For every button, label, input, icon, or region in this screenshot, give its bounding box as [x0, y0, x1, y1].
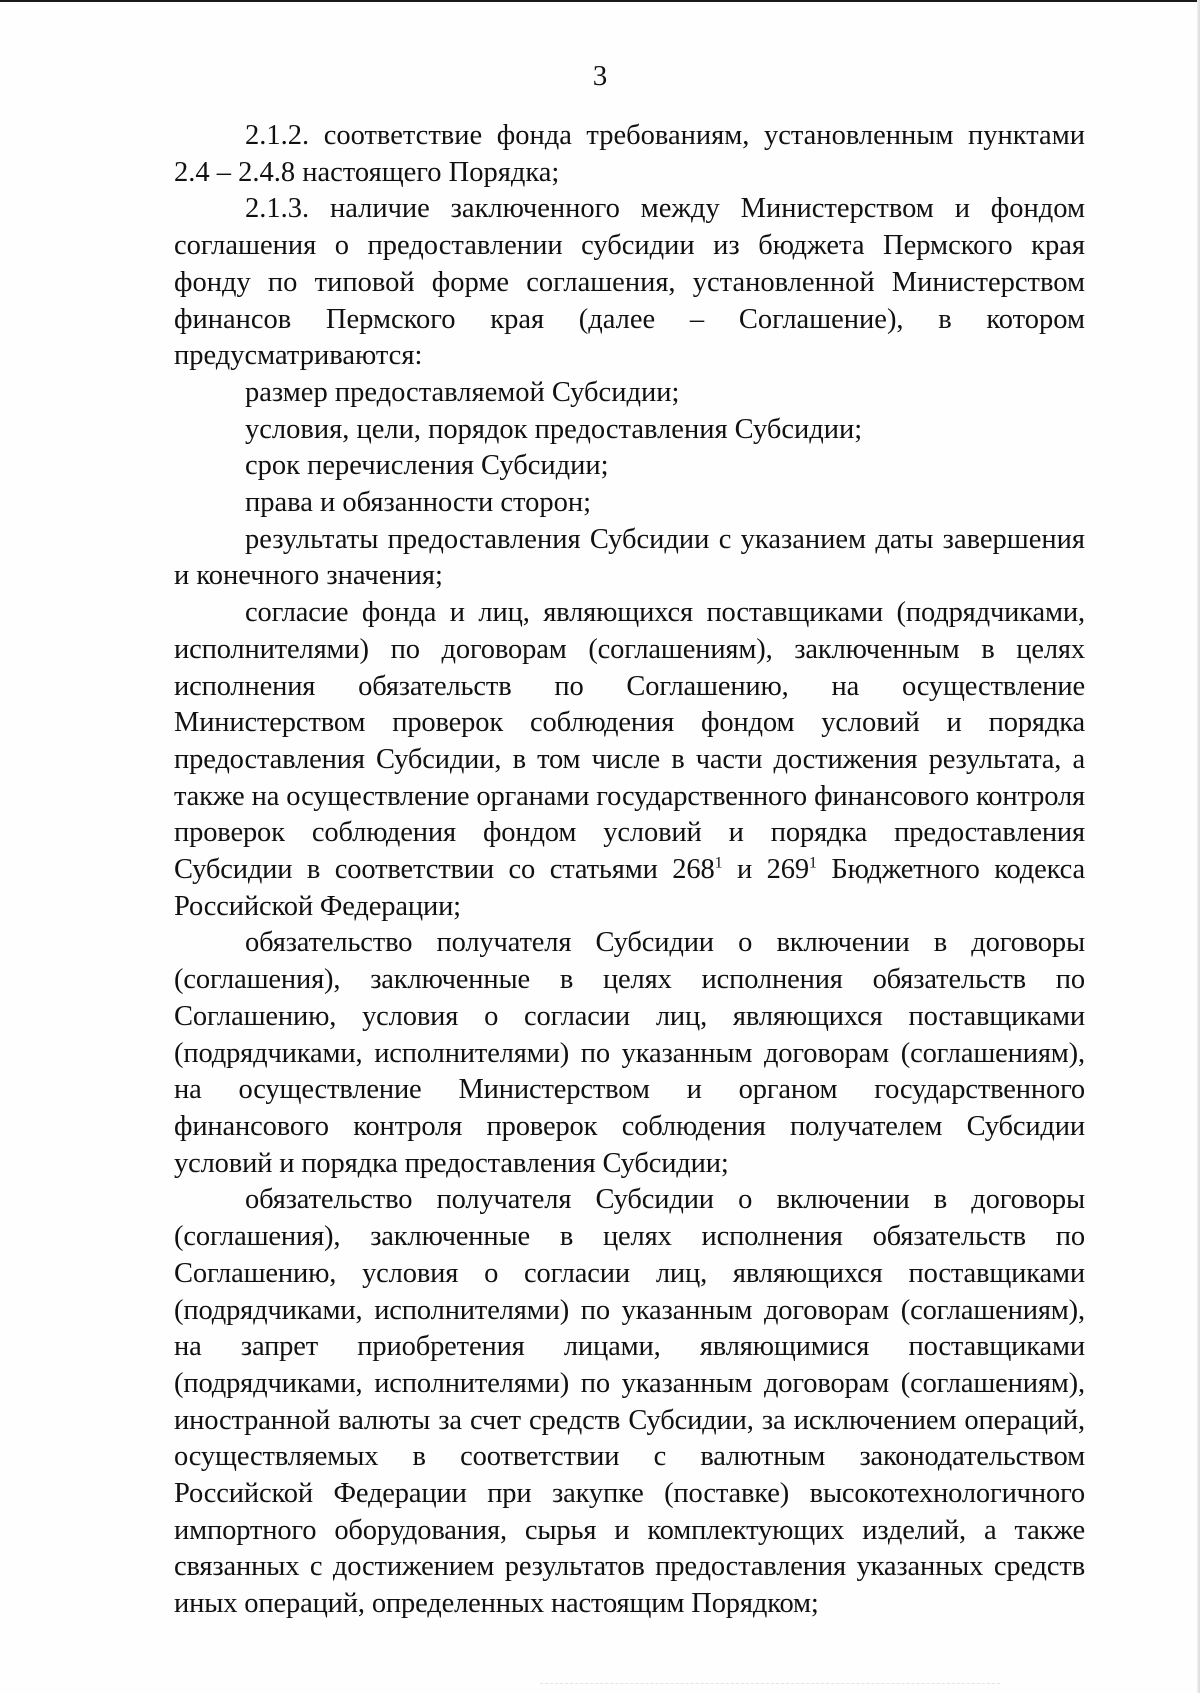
list-item-transfer-term: срок перечисления Субсидии;: [245, 450, 609, 482]
list-item-obligation-currency: обязательство получателя Субсидии о включении в договоры (соглашения), заключенные в целях исполнения обязательств по Соглашению, условия о согласии лиц, являющихся поставщиками (подрядчиками, исполнителями) по указанным договорам (соглашениям), на запрет приобретения лицами, являющимися поставщиками (подрядчиками, исполнителями) по указанным договорам (соглашениям), иностранной валюты за счет средств Субсидии, за исключением операций, осуществляемых в соответствии с валютным законодательством Российской Федерации при закупке (поставке) высокотехнологичного импортного оборудования, сырья и комплектующих изделий, а также связанных с достижением результатов предоставления указанных средств иных операций, определенных настоящим Порядком;: [174, 1184, 1085, 1620]
scan-top-edge: [0, 0, 1200, 2]
list-item-conditions: условия, цели, порядок предоставления Субсидии;: [245, 413, 863, 445]
paragraph-2-1-3: 2.1.3. наличие заключенного между Министерством и фондом соглашения о предоставлении субсидии из бюджета Пермского края фонду по типовой форме соглашения, установленной Министерством финансов Пермского края (далее – Соглашение), в котором предусматриваются:: [174, 193, 1085, 372]
article-268-superscript: 1: [714, 854, 723, 872]
list-item-obligation-control: обязательство получателя Субсидии о включении в договоры (соглашения), заключенные в целях исполнения обязательств по Соглашению, условия о согласии лиц, являющихся поставщиками (подрядчиками, исполнителями) по указанным договорам (соглашениям), на осуществление Министерством и органом государственного финансового контроля проверок соблюдения получателем Субсидии условий и порядка предоставления Субсидии;: [174, 927, 1085, 1179]
document-body: [174, 118, 1085, 1623]
article-269-superscript: 1: [808, 854, 817, 872]
article-268: 268: [672, 854, 715, 886]
consent-conjunction: и: [722, 854, 767, 886]
list-item-results: результаты предоставления Субсидии с указанием даты завершения и конечного значения;: [174, 523, 1085, 592]
paragraph-2-1-2: 2.1.2. соответствие фонда требованиям, установленным пунктами 2.4 – 2.4.8 настоящего Порядка;: [174, 120, 1085, 188]
scan-artifact: [540, 1683, 1000, 1687]
consent-text-after: Бюджетного кодекса Российской Федерации;: [174, 854, 1085, 922]
list-item-rights-duties: права и обязанности сторон;: [245, 487, 592, 519]
consent-text-before: согласие фонда и лиц, являющихся поставщиками (подрядчиками, исполнителями) по договорам (соглашениям), заключенным в целях исполнения обязательств по Соглашению, на осуществление Министерством проверок соблюдения фондом условий и порядка предоставления Субсидии, в том числе в части достижения результата, а также на осуществление органами государственного финансового контроля проверок соблюдения фондом условий и порядка предоставления Субсидии в соответствии со статьями: [174, 597, 1085, 886]
page-number: 3: [592, 60, 608, 92]
list-item-consent: [174, 595, 1085, 925]
article-269: 269: [766, 854, 809, 886]
list-item-subsidy-size: размер предоставляемой Субсидии;: [245, 376, 680, 408]
